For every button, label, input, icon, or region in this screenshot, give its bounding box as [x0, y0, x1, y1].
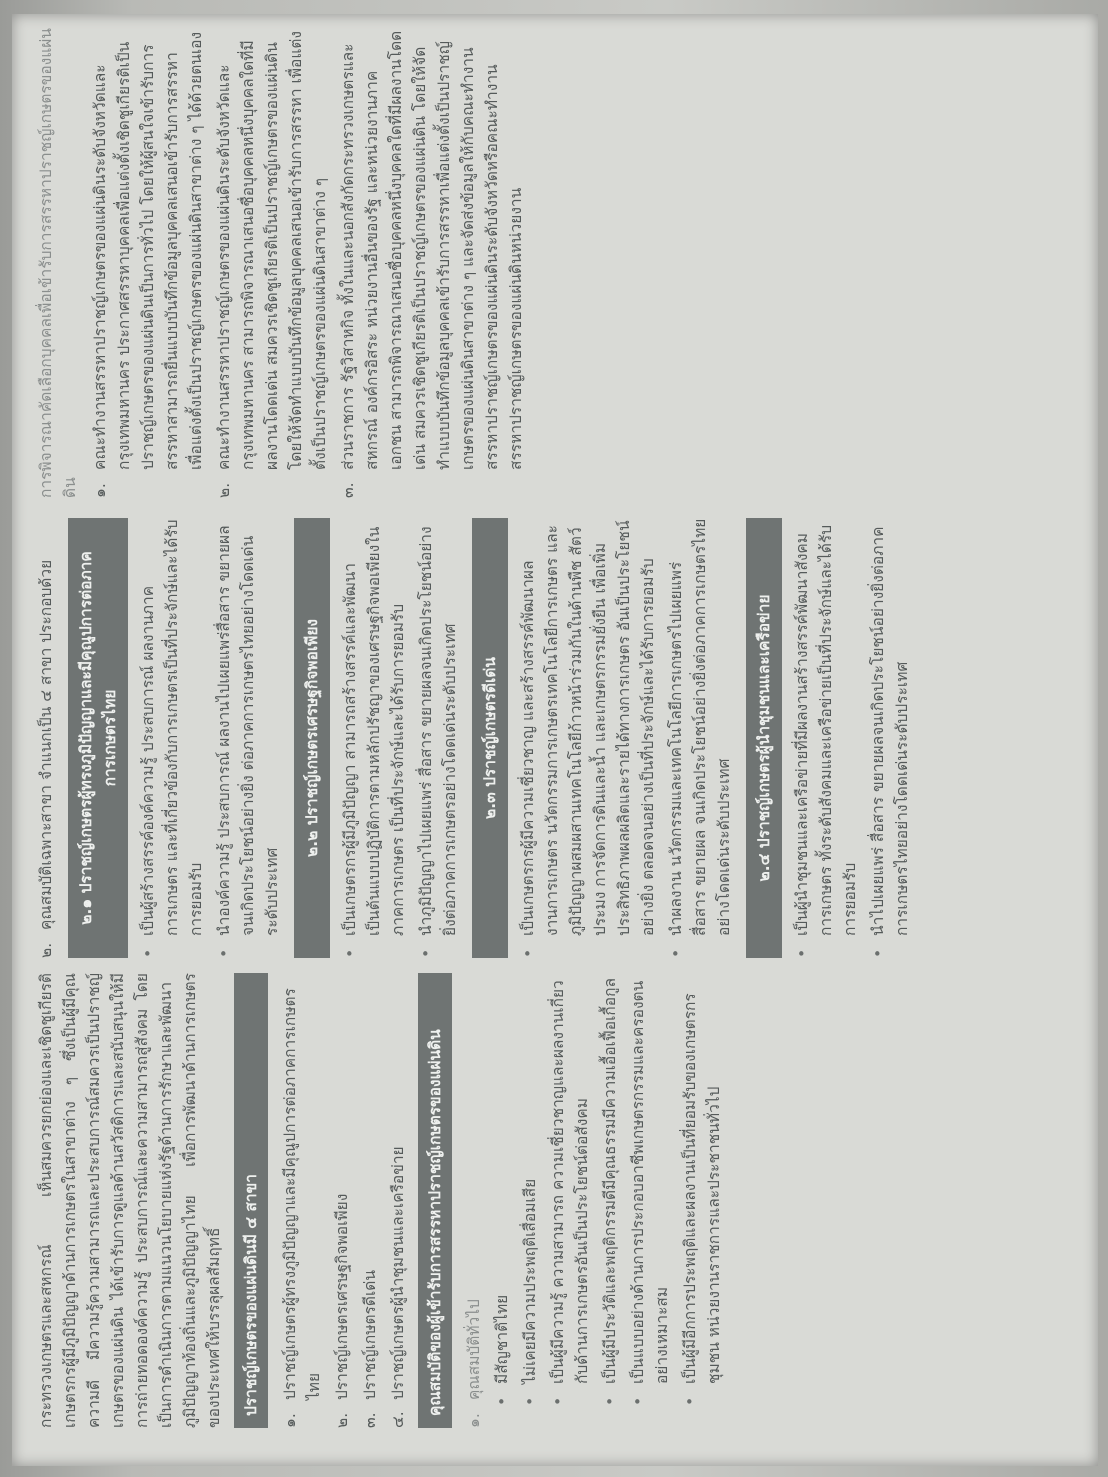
column-1: [34, 973, 1058, 1428]
selection-text: ส่วนราชการ รัฐวิสาหกิจ ทั้งในและนอกสังกัดกระทรวงเกษตรและสหกรณ์ องค์กรอิสระ หน่วยงานอื่นของรัฐ และหน่วยงานภาคเอกชน สามารถพิจารณาเสนอชื่อบุคคลหนึ่งบุคคลใดที่มีผลงานโดดเด่น สมควรเชิดชูเกียรติเป็นปราชญ์เกษตรของแผ่นดิน โดยให้จัดทำแบบบันทึกข้อมูลบุคคลเข้ารับการสรรหาเพื่อแต่งตั้งเป็นปราชญ์เกษตรของแผ่นดินสาขาต่าง ๆ และจัดส่งข้อมูลให้กับคณะทำงานสรรหาปราชญ์เกษตรของแผ่นดินระดับจังหวัดหรือคณะทำงานสรรหาปราชญ์เกษตรของแผ่นดินหน่วยงาน: [339, 30, 526, 470]
section-bullet-text: นำไปเผยแพร่ สื่อสาร ขยายผลจนเกิดประโยชน์อย่างยิ่งต่อภาคการเกษตรไทยอย่างโดดเด่นระดับประเทศ: [869, 526, 912, 936]
qualification-bullet: [678, 973, 726, 1428]
section-bullet: [866, 518, 914, 958]
branch-item: [358, 973, 382, 1428]
qualification-bullet: [546, 973, 594, 1428]
section-bullet: [516, 518, 660, 958]
qualification-bullet: [518, 973, 542, 1428]
qualification-number: ๑.: [465, 1413, 484, 1428]
qualification-title-text: คุณสมบัติทั่วไป: [465, 1299, 484, 1400]
section-bullet-text: เป็นผู้นำชุมชนและเครือข่ายที่มีผลงานสร้างสรรค์พัฒนาสังคมการเกษตร ทั้งระดับสังคมและเครือข่ายเป็นที่ประจักษ์และได้รับการยอมรับ: [793, 524, 860, 936]
selection-text: คณะทำงานสรรหาปราชญ์เกษตรของแผ่นดินระดับจังหวัดและกรุงเทพมหานคร สามารถพิจารณาเสนอชื่อบุคคลหนึ่งบุคคลใดที่มีผลงานโดดเด่น สมควรเชิดชูเกียรติเป็นปราชญ์เกษตรของแผ่นดิน โดยให้จัดทำแบบบันทึกข้อมูลบุคคลเสนอเข้ารับการสรรหา เพื่อแต่งตั้งเป็นปราชญ์เกษตรของแผ่นดินสาขาต่าง ๆ: [215, 31, 330, 470]
qualification-text: ไม่เคยมีความประพฤติเสื่อมเสีย: [521, 1178, 540, 1384]
section-bullet-text: เป็นเกษตรกรผู้มีความเชี่ยวชาญ และสร้างสรรค์พัฒนาผลงานการเกษตร นวัตกรรมการเกษตรเทคโนโลยีการเกษตร และภูมิปัญญาผสมผสานเทคโนโลยีก้าวหน้าร่วมกันในด้านพืช สัตว์ ประมง การจัดการดินและน้ำ และเกษตรกรรมยั่งยืน เพื่อเพิ่มประสิทธิภาพผลผลิตและรายได้ทางการเกษตร อันเป็นประโยชน์อย่างยิ่ง ตลอดจนอย่างเป็นที่ประจักษ์และได้รับการยอมรับ: [519, 520, 658, 936]
qualification-text: มีสัญชาติไทย: [493, 1294, 512, 1384]
qualification-bullet: [490, 973, 514, 1428]
qualification-bullet: [598, 973, 622, 1428]
bullet-icon: [338, 942, 410, 958]
branch-item: [330, 973, 354, 1428]
qualification-text: เป็นแบบอย่างด้านการประกอบอาชีพเกษตรกรรมและครองตนอย่างเหมาะสม: [629, 980, 672, 1384]
selection-item: [88, 28, 208, 498]
bullet-icon: [212, 942, 284, 958]
subsection-heading-2-1: ๒.๑ ปราชญ์เกษตรผู้ทรงภูมิปัญญาและมีคุณูปการต่อภาคการเกษตรไทย: [68, 518, 128, 958]
section-bullet: [338, 518, 410, 958]
section-bullet: [664, 518, 736, 958]
qualification-title-text: คุณสมบัติเฉพาะสาขา จำแนกเป็น ๔ สาขา ประกอบด้วย: [37, 559, 55, 930]
section-bullet-text: นำผลงาน นวัตกรรมและเทคโนโลยีการเกษตรไปเผยแพร่ สื่อสาร ขยายผล จนเกิดประโยชน์อย่างยิ่งต่อภาคการเกษตรไทยอย่างโดดเด่นระดับประเทศ: [667, 518, 734, 936]
section-bullet: [212, 518, 284, 958]
branch-number: ๒.: [333, 1412, 352, 1428]
section-bullet-text: นำองค์ความรู้ ประสบการณ์ ผลงานไปเผยแพร่สื่อสาร ขยายผลจนเกิดประโยชน์อย่างยิ่ง ต่อภาคการเกษตรไทยอย่างโดดเด่นระดับประเทศ: [215, 525, 282, 936]
selection-intro: การพิจารณาคัดเลือกบุคคลเพื่อเข้ารับการสรรหาปราชญ์เกษตรของแผ่นดิน: [37, 28, 80, 498]
selection-number: ๒.: [215, 482, 234, 498]
column-2: [34, 518, 1058, 958]
section-heading-four-branches: ปราชญ์เกษตรของแผ่นดินมี ๔ สาขา: [234, 973, 268, 1428]
branch-text: ปราชญ์เกษตรดีเด่น: [361, 1270, 380, 1400]
qualification-text: เป็นผู้มีความรู้ ความสามารถ ความเชี่ยวชาญและผลงานเกี่ยวกับด้านการเกษตรอันเป็นประโยชน์ต่อสังคม: [549, 980, 592, 1384]
bullet-icon: [516, 942, 660, 958]
branch-number: ๓.: [361, 1412, 380, 1428]
subsection-heading-2-3: ๒.๓ ปราชญ์เกษตรดีเด่น: [472, 518, 508, 958]
branch-number: ๔.: [389, 1411, 408, 1428]
qualification-number: ๒.: [37, 942, 55, 958]
section-bullet: [790, 518, 862, 958]
branch-item: [386, 973, 410, 1428]
bullet-icon: [790, 942, 862, 958]
bullet-icon: [866, 942, 914, 958]
section-bullet: [136, 518, 208, 958]
subsection-heading-2-4: ๒.๔ ปราชญ์เกษตรผู้นำชุมชนและเครือข่าย: [746, 518, 782, 958]
branch-number: ๑.: [281, 1413, 300, 1428]
section-bullet-text: เป็นเกษตรกรผู้มีภูมิปัญญา สามารถสร้างสรรค์และพัฒนาเป็นต้นแบบปฏิบัติการตามหลักปรัชญาของเศรษฐกิจพอเพียงในภาคการเกษตร เป็นที่ประจักษ์และได้รับการยอมรับ: [341, 526, 408, 936]
column-3: [34, 28, 1058, 498]
section-bullet-text: นำภูมิปัญญาไปเผยแพร่ สื่อสาร ขยายผลจนเกิดประโยชน์อย่างยิ่งต่อภาคการเกษตรอย่างโดดเด่นระดับประเทศ: [417, 526, 460, 936]
selection-number: ๑.: [91, 483, 110, 498]
qualification-bullet: [626, 973, 674, 1428]
intro-paragraph: กระทรวงเกษตรและสหกรณ์ เห็นสมควรยกย่องและเชิดชูเกียรติเกษตรกรผู้มีภูมิปัญญาด้านการเกษตรในสาขาต่าง ๆ ซึ่งเป็นผู้มีคุณความดี มีความรู้ความสามารถและประสบการณ์สมควรเป็นปราชญ์เกษตรของแผ่นดิน ได้เข้ารับการดูแลด้านสวัสดิการและสนับสนุนให้มีการถ่ายทอดองค์ความรู้ ประสบการณ์และความสามารถสู่สังคม โดยเป็นการดำเนินการตามแนวนโยบายแห่งรัฐด้านการรักษาและพัฒนาภูมิปัญญาท้องถิ่นและภูมิปัญญาไทย เพื่อการพัฒนาด้านการเกษตรของประเทศให้บรรลุผลสัมฤทธิ์: [37, 973, 224, 1428]
bullet-icon: [664, 942, 736, 958]
bullet-icon: [598, 1390, 622, 1406]
section-bullet-text: เป็นผู้สร้างสรรค์องค์ความรู้ ประสบการณ์ ผลงานภาคการเกษตร และที่เกี่ยวข้องกับการเกษตรเป็นที่ประจักษ์และได้รับการยอมรับ: [139, 519, 206, 936]
qualification-title: [462, 973, 486, 1428]
selection-number: ๓.: [339, 482, 358, 498]
qualification-text: เป็นผู้มีอีกการประพฤติและผลงานเป็นที่ยอมรับของเกษตรกร ชุมชน หน่วยงานราชการและประชาชนทั่วไป: [681, 993, 724, 1384]
qualification-text: เป็นผู้มีประวัติและพฤติกรรมดีมีคุณธรรมมีความเอื้อเฟื้อเกื้อกูล: [601, 978, 620, 1384]
bullet-icon: [136, 942, 208, 958]
branch-item: [278, 973, 326, 1428]
bullet-icon: [546, 1390, 594, 1406]
bullet-icon: [626, 1390, 674, 1406]
qualification-title-2: [34, 518, 58, 958]
branch-text: ปราชญ์เกษตรผู้นำชุมชนและเครือข่าย: [389, 1146, 408, 1400]
selection-item: [336, 28, 528, 498]
bullet-icon: [518, 1390, 542, 1406]
bullet-icon: [678, 1390, 726, 1406]
selection-text: คณะทำงานสรรหาปราชญ์เกษตรของแผ่นดินระดับจังหวัดและกรุงเทพมหานคร ประกาศสรรหาบุคคลเพื่อแต่งตั้งเชิดชูเกียรติเป็นปราชญ์เกษตรของแผ่นดินเป็นการทั่วไป โดยให้ผู้สนใจเข้ารับการสรรหาสามารถยื่นแบบบันทึกข้อมูลบุคคลเสนอเข้ารับการสรรหา เพื่อแต่งตั้งเป็นปราชญ์เกษตรของแผ่นดินสาขาต่าง ๆ ได้ด้วยตนเอง: [91, 31, 206, 470]
section-bullet: [414, 518, 462, 958]
selection-item: [212, 28, 332, 498]
bullet-icon: [414, 942, 462, 958]
section-heading-qualifications: คุณสมบัติของผู้เข้ารับการสรรหาปราชญ์เกษตรของแผ่นดิน: [418, 973, 452, 1428]
bullet-icon: [490, 1390, 514, 1406]
branch-text: ปราชญ์เกษตรเศรษฐกิจพอเพียง: [333, 1193, 352, 1400]
subsection-heading-2-2: ๒.๒ ปราชญ์เกษตรเศรษฐกิจพอเพียง: [294, 518, 330, 958]
branch-text: ปราชญ์เกษตรผู้ทรงภูมิปัญญาและมีคุณูปการต่อภาคการเกษตรไทย: [281, 988, 324, 1400]
rotated-page: [8, 8, 1068, 1448]
